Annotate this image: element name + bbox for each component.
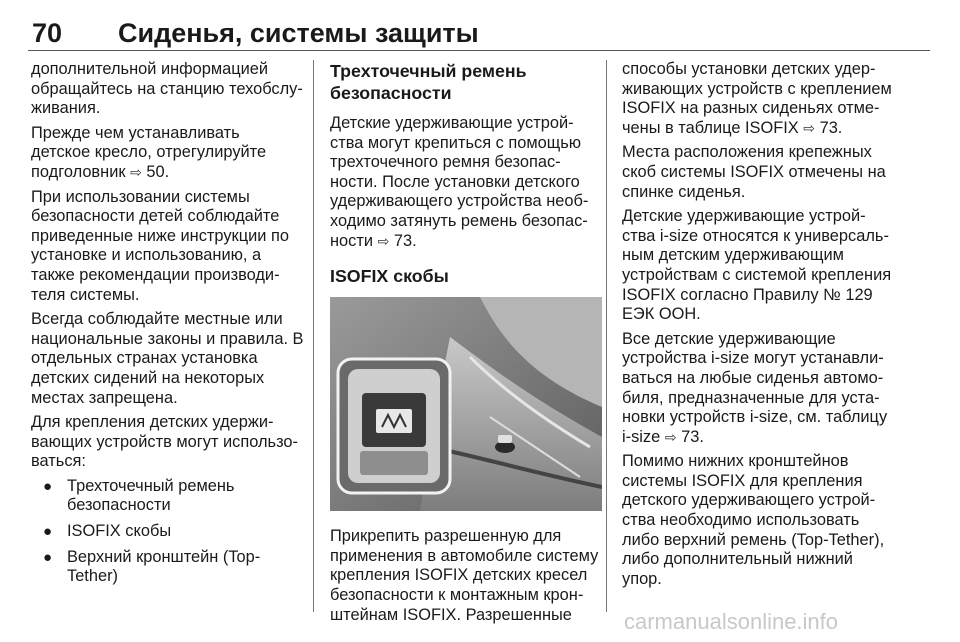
column-divider bbox=[606, 60, 607, 612]
paragraph: Детские удерживающие устрой- ства i-size относятся к универсаль- ным детским удерживающим устройствам с системой крепления ISOFIX согласно Правилу № 129 ЕЭК ООН. bbox=[622, 207, 892, 324]
section-heading: ISOFIX скобы bbox=[330, 266, 449, 287]
paragraph: Для крепления детских удержи- вающих устройств могут использо- ваться: bbox=[31, 413, 298, 471]
list-item: ● Верхний кронштейн (Top- Tether) bbox=[43, 547, 261, 586]
list-item: ● Трехточечный ремень безопасности bbox=[43, 476, 235, 515]
bullet-list bbox=[31, 477, 303, 587]
paragraph: Детские удерживающие устрой- ства могут крепиться с помощью трехточечного ремня безопас- ности. После установки детского удерживающего устройства необ- ходимо затянуть ремень безопас- ности ⇨ 73. bbox=[330, 114, 589, 250]
bullet-icon: ● bbox=[43, 523, 53, 541]
isofix-seat-illustration bbox=[330, 297, 602, 511]
list-item: ● ISOFIX скобы bbox=[43, 522, 172, 541]
column-left bbox=[31, 60, 303, 593]
reference-arrow-icon: ⇨ bbox=[664, 428, 677, 445]
page-reference[interactable]: 50. bbox=[146, 162, 170, 181]
column-middle bbox=[330, 60, 602, 630]
reference-arrow-icon: ⇨ bbox=[130, 163, 142, 180]
column-right bbox=[622, 60, 918, 594]
isofix-seat-drawing bbox=[330, 297, 602, 511]
paragraph: способы установки детских удер- живающих устройств с креплением ISOFIX на разных сиденьях отме- чены в таблице ISOFIX ⇨ 73. bbox=[622, 60, 892, 137]
reference-arrow-icon: ⇨ bbox=[377, 232, 390, 249]
paragraph: Помимо нижних кронштейнов системы ISOFIX для крепления детского удерживающего устрой- ства необходимо использовать либо верхний ремень (Top-Tether), либо дополнительный нижний упор. bbox=[622, 452, 885, 588]
page-number: 70 bbox=[32, 18, 63, 48]
reference-arrow-icon: ⇨ bbox=[803, 119, 816, 136]
paragraph: Места расположения крепежных скоб системы ISOFIX отмечены на спинке сиденья. bbox=[622, 143, 886, 201]
bullet-icon: ● bbox=[43, 548, 53, 566]
paragraph: Прежде чем устанавливать детское кресло, отрегулируйте подголовник ⇨ 50. bbox=[31, 123, 267, 181]
page-reference[interactable]: 73. bbox=[819, 118, 843, 137]
page-header bbox=[28, 14, 930, 51]
paragraph: Все детские удерживающие устройства i-size могут устанавли- ваться на любые сиденья автомо- биля, предназначенные для уста- новки устройств i-size, см. таблицу i-size ⇨ 73. bbox=[622, 329, 888, 446]
paragraph: дополнительной информацией обращайтесь на станцию техобслу- живания. bbox=[31, 60, 303, 118]
paragraph: При использовании системы безопасности детей соблюдайте приведенные ниже инструкции по установке и использованию, а также рекомендации производи- теля системы. bbox=[31, 187, 289, 304]
bullet-icon: ● bbox=[43, 477, 53, 495]
column-divider bbox=[313, 60, 314, 612]
page-reference[interactable]: 73. bbox=[681, 427, 704, 446]
watermark: carmanualsonline.info bbox=[624, 609, 839, 634]
paragraph: Всегда соблюдайте местные или национальные законы и правила. В отдельных странах установка детских сидений на некоторых местах запрещена. bbox=[31, 310, 304, 407]
page-reference[interactable]: 73. bbox=[393, 231, 417, 250]
page-title: Сиденья, системы защиты bbox=[118, 18, 479, 48]
section-heading: Трехточечный ремень безопасности bbox=[330, 61, 527, 103]
paragraph: Прикрепить разрешенную для применения в автомобиле систему крепления ISOFIX детских кресел безопасности к монтажным крон- штейнам ISOFIX. Разрешенные bbox=[330, 527, 599, 624]
